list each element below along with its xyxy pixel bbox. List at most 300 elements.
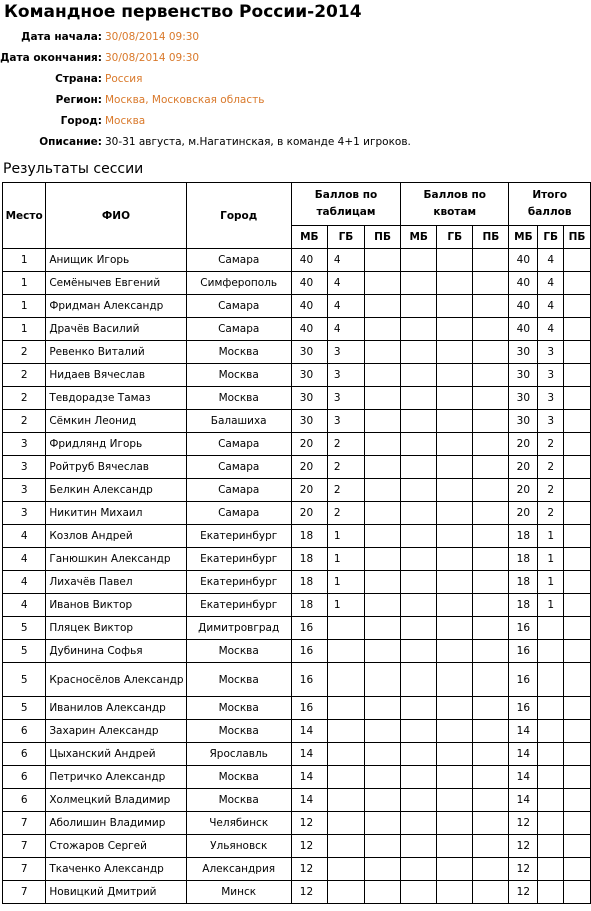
cell-city: Самара bbox=[186, 479, 291, 502]
cell-quota-pb bbox=[473, 881, 509, 904]
cell-total-mb: 18 bbox=[509, 594, 538, 617]
cell-place: 5 bbox=[3, 663, 46, 697]
cell-total-pb bbox=[564, 525, 591, 548]
cell-fio: Цыханский Андрей bbox=[46, 743, 186, 766]
cell-total-pb bbox=[564, 812, 591, 835]
cell-fio: Тевдорадзе Тамаз bbox=[46, 387, 186, 410]
cell-fio: Петричко Александр bbox=[46, 766, 186, 789]
info-value-city[interactable]: Москва bbox=[105, 115, 146, 127]
cell-place: 7 bbox=[3, 835, 46, 858]
cell-pb bbox=[365, 858, 401, 881]
cell-quota-gb bbox=[437, 766, 473, 789]
cell-place: 2 bbox=[3, 364, 46, 387]
cell-pb bbox=[365, 272, 401, 295]
cell-gb bbox=[327, 743, 364, 766]
cell-total-mb: 20 bbox=[509, 456, 538, 479]
cell-gb bbox=[327, 881, 364, 904]
cell-quota-gb bbox=[437, 720, 473, 743]
cell-mb: 18 bbox=[291, 594, 327, 617]
cell-total-mb: 30 bbox=[509, 387, 538, 410]
header-fio: ФИО bbox=[46, 183, 186, 249]
cell-pb bbox=[365, 433, 401, 456]
table-row bbox=[3, 594, 591, 617]
cell-place: 6 bbox=[3, 720, 46, 743]
cell-gb: 3 bbox=[327, 410, 364, 433]
cell-city: Самара bbox=[186, 502, 291, 525]
cell-quota-mb bbox=[401, 249, 437, 272]
cell-quota-mb bbox=[401, 663, 437, 697]
cell-total-pb bbox=[564, 663, 591, 697]
cell-quota-mb bbox=[401, 502, 437, 525]
info-value-start-date[interactable]: 30/08/2014 09:30 bbox=[105, 31, 200, 43]
cell-quota-pb bbox=[473, 525, 509, 548]
cell-quota-gb bbox=[437, 341, 473, 364]
cell-total-pb bbox=[564, 858, 591, 881]
cell-total-gb: 2 bbox=[538, 433, 564, 456]
cell-quota-mb bbox=[401, 364, 437, 387]
cell-mb: 40 bbox=[291, 249, 327, 272]
cell-quota-gb bbox=[437, 697, 473, 720]
cell-quota-gb bbox=[437, 789, 473, 812]
cell-quota-gb bbox=[437, 743, 473, 766]
cell-pb bbox=[365, 743, 401, 766]
table-row bbox=[3, 571, 591, 594]
cell-total-pb bbox=[564, 548, 591, 571]
cell-total-gb: 4 bbox=[538, 272, 564, 295]
cell-city: Москва bbox=[186, 341, 291, 364]
cell-fio-text: Красносёлов Александр bbox=[49, 673, 184, 686]
cell-quota-mb bbox=[401, 479, 437, 502]
cell-mb: 14 bbox=[291, 720, 327, 743]
cell-fio: Фридман Александр bbox=[46, 295, 186, 318]
cell-city: Челябинск bbox=[186, 812, 291, 835]
cell-city: Самара bbox=[186, 318, 291, 341]
cell-gb bbox=[327, 766, 364, 789]
cell-fio: Ганюшкин Александр bbox=[46, 548, 186, 571]
cell-gb: 2 bbox=[327, 456, 364, 479]
cell-pb bbox=[365, 525, 401, 548]
cell-place: 6 bbox=[3, 743, 46, 766]
header-mb: МБ bbox=[291, 226, 327, 249]
cell-city: Екатеринбург bbox=[186, 525, 291, 548]
cell-place: 4 bbox=[3, 571, 46, 594]
table-row bbox=[3, 318, 591, 341]
cell-total-gb bbox=[538, 789, 564, 812]
cell-total-gb bbox=[538, 663, 564, 697]
cell-city: Самара bbox=[186, 249, 291, 272]
cell-fio: Иванилов Александр bbox=[46, 697, 186, 720]
cell-place: 3 bbox=[3, 456, 46, 479]
cell-fio bbox=[46, 663, 186, 697]
cell-pb bbox=[365, 812, 401, 835]
header-city: Город bbox=[186, 183, 291, 249]
cell-total-gb: 3 bbox=[538, 341, 564, 364]
header-tables-label: Баллов по таблицам bbox=[314, 189, 378, 218]
cell-total-gb bbox=[538, 766, 564, 789]
cell-total-gb: 3 bbox=[538, 364, 564, 387]
cell-quota-pb bbox=[473, 479, 509, 502]
cell-total-mb: 30 bbox=[509, 341, 538, 364]
cell-total-mb: 12 bbox=[509, 858, 538, 881]
table-row bbox=[3, 663, 591, 697]
table-row bbox=[3, 640, 591, 663]
cell-total-gb bbox=[538, 743, 564, 766]
cell-quota-gb bbox=[437, 364, 473, 387]
cell-pb bbox=[365, 571, 401, 594]
table-row bbox=[3, 341, 591, 364]
cell-quota-pb bbox=[473, 617, 509, 640]
cell-fio: Лихачёв Павел bbox=[46, 571, 186, 594]
cell-place: 4 bbox=[3, 525, 46, 548]
cell-fio: Ревенко Виталий bbox=[46, 341, 186, 364]
cell-fio: Ткаченко Александр bbox=[46, 858, 186, 881]
info-row-country bbox=[0, 69, 411, 90]
cell-quota-pb bbox=[473, 720, 509, 743]
table-row bbox=[3, 697, 591, 720]
cell-city: Самара bbox=[186, 456, 291, 479]
page-title: Командное первенство России-2014 bbox=[4, 2, 362, 22]
table-row bbox=[3, 433, 591, 456]
cell-mb: 16 bbox=[291, 697, 327, 720]
cell-quota-gb bbox=[437, 456, 473, 479]
cell-place: 5 bbox=[3, 697, 46, 720]
cell-quota-pb bbox=[473, 295, 509, 318]
cell-fio: Фридлянд Игорь bbox=[46, 433, 186, 456]
cell-city: Москва bbox=[186, 663, 291, 697]
table-row bbox=[3, 456, 591, 479]
cell-total-mb: 18 bbox=[509, 548, 538, 571]
cell-pb bbox=[365, 617, 401, 640]
cell-quota-pb bbox=[473, 571, 509, 594]
table-row bbox=[3, 743, 591, 766]
cell-quota-pb bbox=[473, 387, 509, 410]
cell-gb: 4 bbox=[327, 295, 364, 318]
cell-total-pb bbox=[564, 594, 591, 617]
cell-pb bbox=[365, 410, 401, 433]
cell-quota-mb bbox=[401, 594, 437, 617]
cell-quota-mb bbox=[401, 858, 437, 881]
header-total-label: Итого баллов bbox=[527, 189, 572, 218]
cell-pb bbox=[365, 594, 401, 617]
cell-city: Александрия bbox=[186, 858, 291, 881]
cell-place: 1 bbox=[3, 295, 46, 318]
cell-total-gb bbox=[538, 697, 564, 720]
cell-total-pb bbox=[564, 881, 591, 904]
cell-total-pb bbox=[564, 364, 591, 387]
cell-gb: 3 bbox=[327, 364, 364, 387]
cell-gb: 2 bbox=[327, 502, 364, 525]
cell-mb: 18 bbox=[291, 548, 327, 571]
cell-quota-gb bbox=[437, 502, 473, 525]
cell-quota-mb bbox=[401, 525, 437, 548]
cell-quota-pb bbox=[473, 341, 509, 364]
info-label-city: Город: bbox=[60, 115, 102, 127]
cell-gb bbox=[327, 789, 364, 812]
cell-total-mb: 16 bbox=[509, 640, 538, 663]
cell-quota-gb bbox=[437, 858, 473, 881]
cell-quota-mb bbox=[401, 743, 437, 766]
cell-total-mb: 14 bbox=[509, 720, 538, 743]
cell-place: 7 bbox=[3, 881, 46, 904]
cell-mb: 14 bbox=[291, 789, 327, 812]
info-row-city bbox=[0, 111, 411, 132]
cell-gb: 1 bbox=[327, 571, 364, 594]
cell-gb: 4 bbox=[327, 318, 364, 341]
header-quota-mb: МБ bbox=[401, 226, 437, 249]
cell-gb: 3 bbox=[327, 387, 364, 410]
cell-pb bbox=[365, 548, 401, 571]
cell-pb bbox=[365, 881, 401, 904]
cell-quota-gb bbox=[437, 249, 473, 272]
cell-quota-mb bbox=[401, 295, 437, 318]
cell-quota-mb bbox=[401, 881, 437, 904]
cell-total-mb: 12 bbox=[509, 881, 538, 904]
header-total bbox=[509, 183, 591, 226]
cell-gb: 1 bbox=[327, 548, 364, 571]
cell-mb: 20 bbox=[291, 502, 327, 525]
cell-quota-pb bbox=[473, 433, 509, 456]
cell-mb: 30 bbox=[291, 410, 327, 433]
cell-city: Москва bbox=[186, 789, 291, 812]
cell-quota-mb bbox=[401, 571, 437, 594]
cell-mb: 30 bbox=[291, 364, 327, 387]
cell-total-mb: 16 bbox=[509, 663, 538, 697]
cell-total-gb bbox=[538, 835, 564, 858]
cell-place: 2 bbox=[3, 341, 46, 364]
cell-mb: 12 bbox=[291, 858, 327, 881]
cell-gb: 4 bbox=[327, 272, 364, 295]
cell-fio: Семёнычев Евгений bbox=[46, 272, 186, 295]
cell-place: 4 bbox=[3, 548, 46, 571]
cell-fio: Ройтруб Вячеслав bbox=[46, 456, 186, 479]
info-value-region[interactable]: Москва, Московская область bbox=[105, 94, 265, 106]
cell-place: 3 bbox=[3, 479, 46, 502]
cell-quota-mb bbox=[401, 640, 437, 663]
cell-mb: 40 bbox=[291, 295, 327, 318]
cell-total-pb bbox=[564, 766, 591, 789]
info-label-country: Страна: bbox=[55, 73, 102, 85]
cell-pb bbox=[365, 697, 401, 720]
table-row bbox=[3, 479, 591, 502]
cell-gb bbox=[327, 858, 364, 881]
cell-total-pb bbox=[564, 318, 591, 341]
cell-quota-mb bbox=[401, 318, 437, 341]
header-quotas-label: Баллов по квотам bbox=[423, 189, 486, 218]
cell-quota-mb bbox=[401, 617, 437, 640]
tournament-info bbox=[0, 27, 411, 153]
info-label-start-date: Дата начала: bbox=[21, 31, 102, 43]
cell-total-gb: 2 bbox=[538, 456, 564, 479]
table-row bbox=[3, 295, 591, 318]
cell-quota-pb bbox=[473, 249, 509, 272]
cell-mb: 30 bbox=[291, 387, 327, 410]
cell-pb bbox=[365, 479, 401, 502]
cell-total-mb: 12 bbox=[509, 835, 538, 858]
cell-total-gb bbox=[538, 812, 564, 835]
cell-total-pb bbox=[564, 272, 591, 295]
cell-total-mb: 16 bbox=[509, 697, 538, 720]
cell-quota-mb bbox=[401, 789, 437, 812]
header-pb: ПБ bbox=[365, 226, 401, 249]
cell-quota-pb bbox=[473, 502, 509, 525]
cell-mb: 20 bbox=[291, 456, 327, 479]
cell-fio: Стожаров Сергей bbox=[46, 835, 186, 858]
cell-pb bbox=[365, 502, 401, 525]
cell-place: 6 bbox=[3, 789, 46, 812]
cell-quota-mb bbox=[401, 766, 437, 789]
cell-total-mb: 30 bbox=[509, 364, 538, 387]
table-row bbox=[3, 387, 591, 410]
cell-total-gb bbox=[538, 858, 564, 881]
cell-quota-mb bbox=[401, 548, 437, 571]
cell-city: Москва bbox=[186, 640, 291, 663]
cell-total-gb bbox=[538, 720, 564, 743]
cell-fio: Белкин Александр bbox=[46, 479, 186, 502]
table-row bbox=[3, 548, 591, 571]
cell-pb bbox=[365, 387, 401, 410]
cell-fio: Козлов Андрей bbox=[46, 525, 186, 548]
cell-place: 7 bbox=[3, 812, 46, 835]
cell-pb bbox=[365, 720, 401, 743]
table-row bbox=[3, 410, 591, 433]
cell-quota-gb bbox=[437, 835, 473, 858]
cell-quota-pb bbox=[473, 835, 509, 858]
results-table bbox=[2, 182, 591, 904]
cell-pb bbox=[365, 364, 401, 387]
cell-quota-mb bbox=[401, 697, 437, 720]
cell-fio: Нидаев Вячеслав bbox=[46, 364, 186, 387]
cell-fio: Аболишин Владимир bbox=[46, 812, 186, 835]
cell-quota-pb bbox=[473, 766, 509, 789]
cell-total-pb bbox=[564, 789, 591, 812]
table-row bbox=[3, 881, 591, 904]
header-quotas bbox=[401, 183, 509, 226]
info-value-country[interactable]: Россия bbox=[105, 73, 143, 85]
cell-total-pb bbox=[564, 387, 591, 410]
table-row bbox=[3, 789, 591, 812]
table-row bbox=[3, 835, 591, 858]
cell-mb: 16 bbox=[291, 663, 327, 697]
cell-gb: 4 bbox=[327, 249, 364, 272]
cell-gb bbox=[327, 835, 364, 858]
header-place: Место bbox=[3, 183, 46, 249]
cell-mb: 14 bbox=[291, 766, 327, 789]
cell-quota-pb bbox=[473, 663, 509, 697]
cell-quota-pb bbox=[473, 594, 509, 617]
cell-quota-gb bbox=[437, 663, 473, 697]
cell-city: Екатеринбург bbox=[186, 594, 291, 617]
cell-quota-mb bbox=[401, 456, 437, 479]
cell-quota-gb bbox=[437, 881, 473, 904]
cell-total-gb: 2 bbox=[538, 479, 564, 502]
cell-mb: 16 bbox=[291, 640, 327, 663]
cell-total-pb bbox=[564, 249, 591, 272]
cell-total-mb: 18 bbox=[509, 571, 538, 594]
cell-place: 3 bbox=[3, 433, 46, 456]
table-row bbox=[3, 858, 591, 881]
cell-mb: 40 bbox=[291, 318, 327, 341]
cell-pb bbox=[365, 789, 401, 812]
info-value-end-date[interactable]: 30/08/2014 09:30 bbox=[105, 52, 200, 64]
info-label-region: Регион: bbox=[55, 94, 102, 106]
cell-total-pb bbox=[564, 720, 591, 743]
cell-city: Минск bbox=[186, 881, 291, 904]
table-row bbox=[3, 617, 591, 640]
cell-gb: 1 bbox=[327, 525, 364, 548]
cell-total-gb: 4 bbox=[538, 249, 564, 272]
cell-total-pb bbox=[564, 502, 591, 525]
cell-city: Москва bbox=[186, 766, 291, 789]
cell-total-pb bbox=[564, 640, 591, 663]
cell-pb bbox=[365, 640, 401, 663]
cell-total-mb: 20 bbox=[509, 502, 538, 525]
table-row bbox=[3, 720, 591, 743]
cell-fio: Захарин Александр bbox=[46, 720, 186, 743]
cell-gb: 2 bbox=[327, 433, 364, 456]
info-row-region bbox=[0, 90, 411, 111]
cell-total-gb: 1 bbox=[538, 571, 564, 594]
cell-place: 2 bbox=[3, 387, 46, 410]
cell-city: Балашиха bbox=[186, 410, 291, 433]
cell-total-gb: 1 bbox=[538, 548, 564, 571]
cell-pb bbox=[365, 341, 401, 364]
header-total-mb: МБ bbox=[509, 226, 538, 249]
cell-pb bbox=[365, 318, 401, 341]
cell-fio: Новицкий Дмитрий bbox=[46, 881, 186, 904]
cell-total-pb bbox=[564, 341, 591, 364]
table-row bbox=[3, 272, 591, 295]
cell-quota-pb bbox=[473, 812, 509, 835]
cell-total-gb bbox=[538, 617, 564, 640]
cell-total-gb: 2 bbox=[538, 502, 564, 525]
cell-city: Москва bbox=[186, 364, 291, 387]
table-row bbox=[3, 766, 591, 789]
cell-gb bbox=[327, 617, 364, 640]
cell-gb bbox=[327, 640, 364, 663]
cell-city: Москва bbox=[186, 387, 291, 410]
cell-quota-pb bbox=[473, 318, 509, 341]
cell-total-pb bbox=[564, 433, 591, 456]
cell-quota-gb bbox=[437, 387, 473, 410]
cell-place: 5 bbox=[3, 640, 46, 663]
cell-total-pb bbox=[564, 479, 591, 502]
cell-mb: 18 bbox=[291, 571, 327, 594]
cell-pb bbox=[365, 835, 401, 858]
cell-mb: 40 bbox=[291, 272, 327, 295]
cell-total-gb: 1 bbox=[538, 594, 564, 617]
cell-quota-mb bbox=[401, 720, 437, 743]
cell-quota-mb bbox=[401, 410, 437, 433]
cell-fio: Драчёв Василий bbox=[46, 318, 186, 341]
cell-total-mb: 18 bbox=[509, 525, 538, 548]
cell-quota-mb bbox=[401, 341, 437, 364]
table-row bbox=[3, 812, 591, 835]
cell-total-mb: 40 bbox=[509, 318, 538, 341]
cell-total-gb: 4 bbox=[538, 318, 564, 341]
info-row-description bbox=[0, 132, 411, 153]
cell-total-pb bbox=[564, 835, 591, 858]
cell-place: 2 bbox=[3, 410, 46, 433]
cell-quota-gb bbox=[437, 433, 473, 456]
cell-quota-gb bbox=[437, 594, 473, 617]
cell-total-mb: 20 bbox=[509, 433, 538, 456]
cell-total-pb bbox=[564, 410, 591, 433]
cell-total-gb: 3 bbox=[538, 387, 564, 410]
cell-quota-gb bbox=[437, 410, 473, 433]
cell-city: Ярославль bbox=[186, 743, 291, 766]
info-value-description: 30-31 августа, м.Нагатинская, в команде 4+1 игроков. bbox=[105, 136, 411, 148]
cell-city: Димитровград bbox=[186, 617, 291, 640]
